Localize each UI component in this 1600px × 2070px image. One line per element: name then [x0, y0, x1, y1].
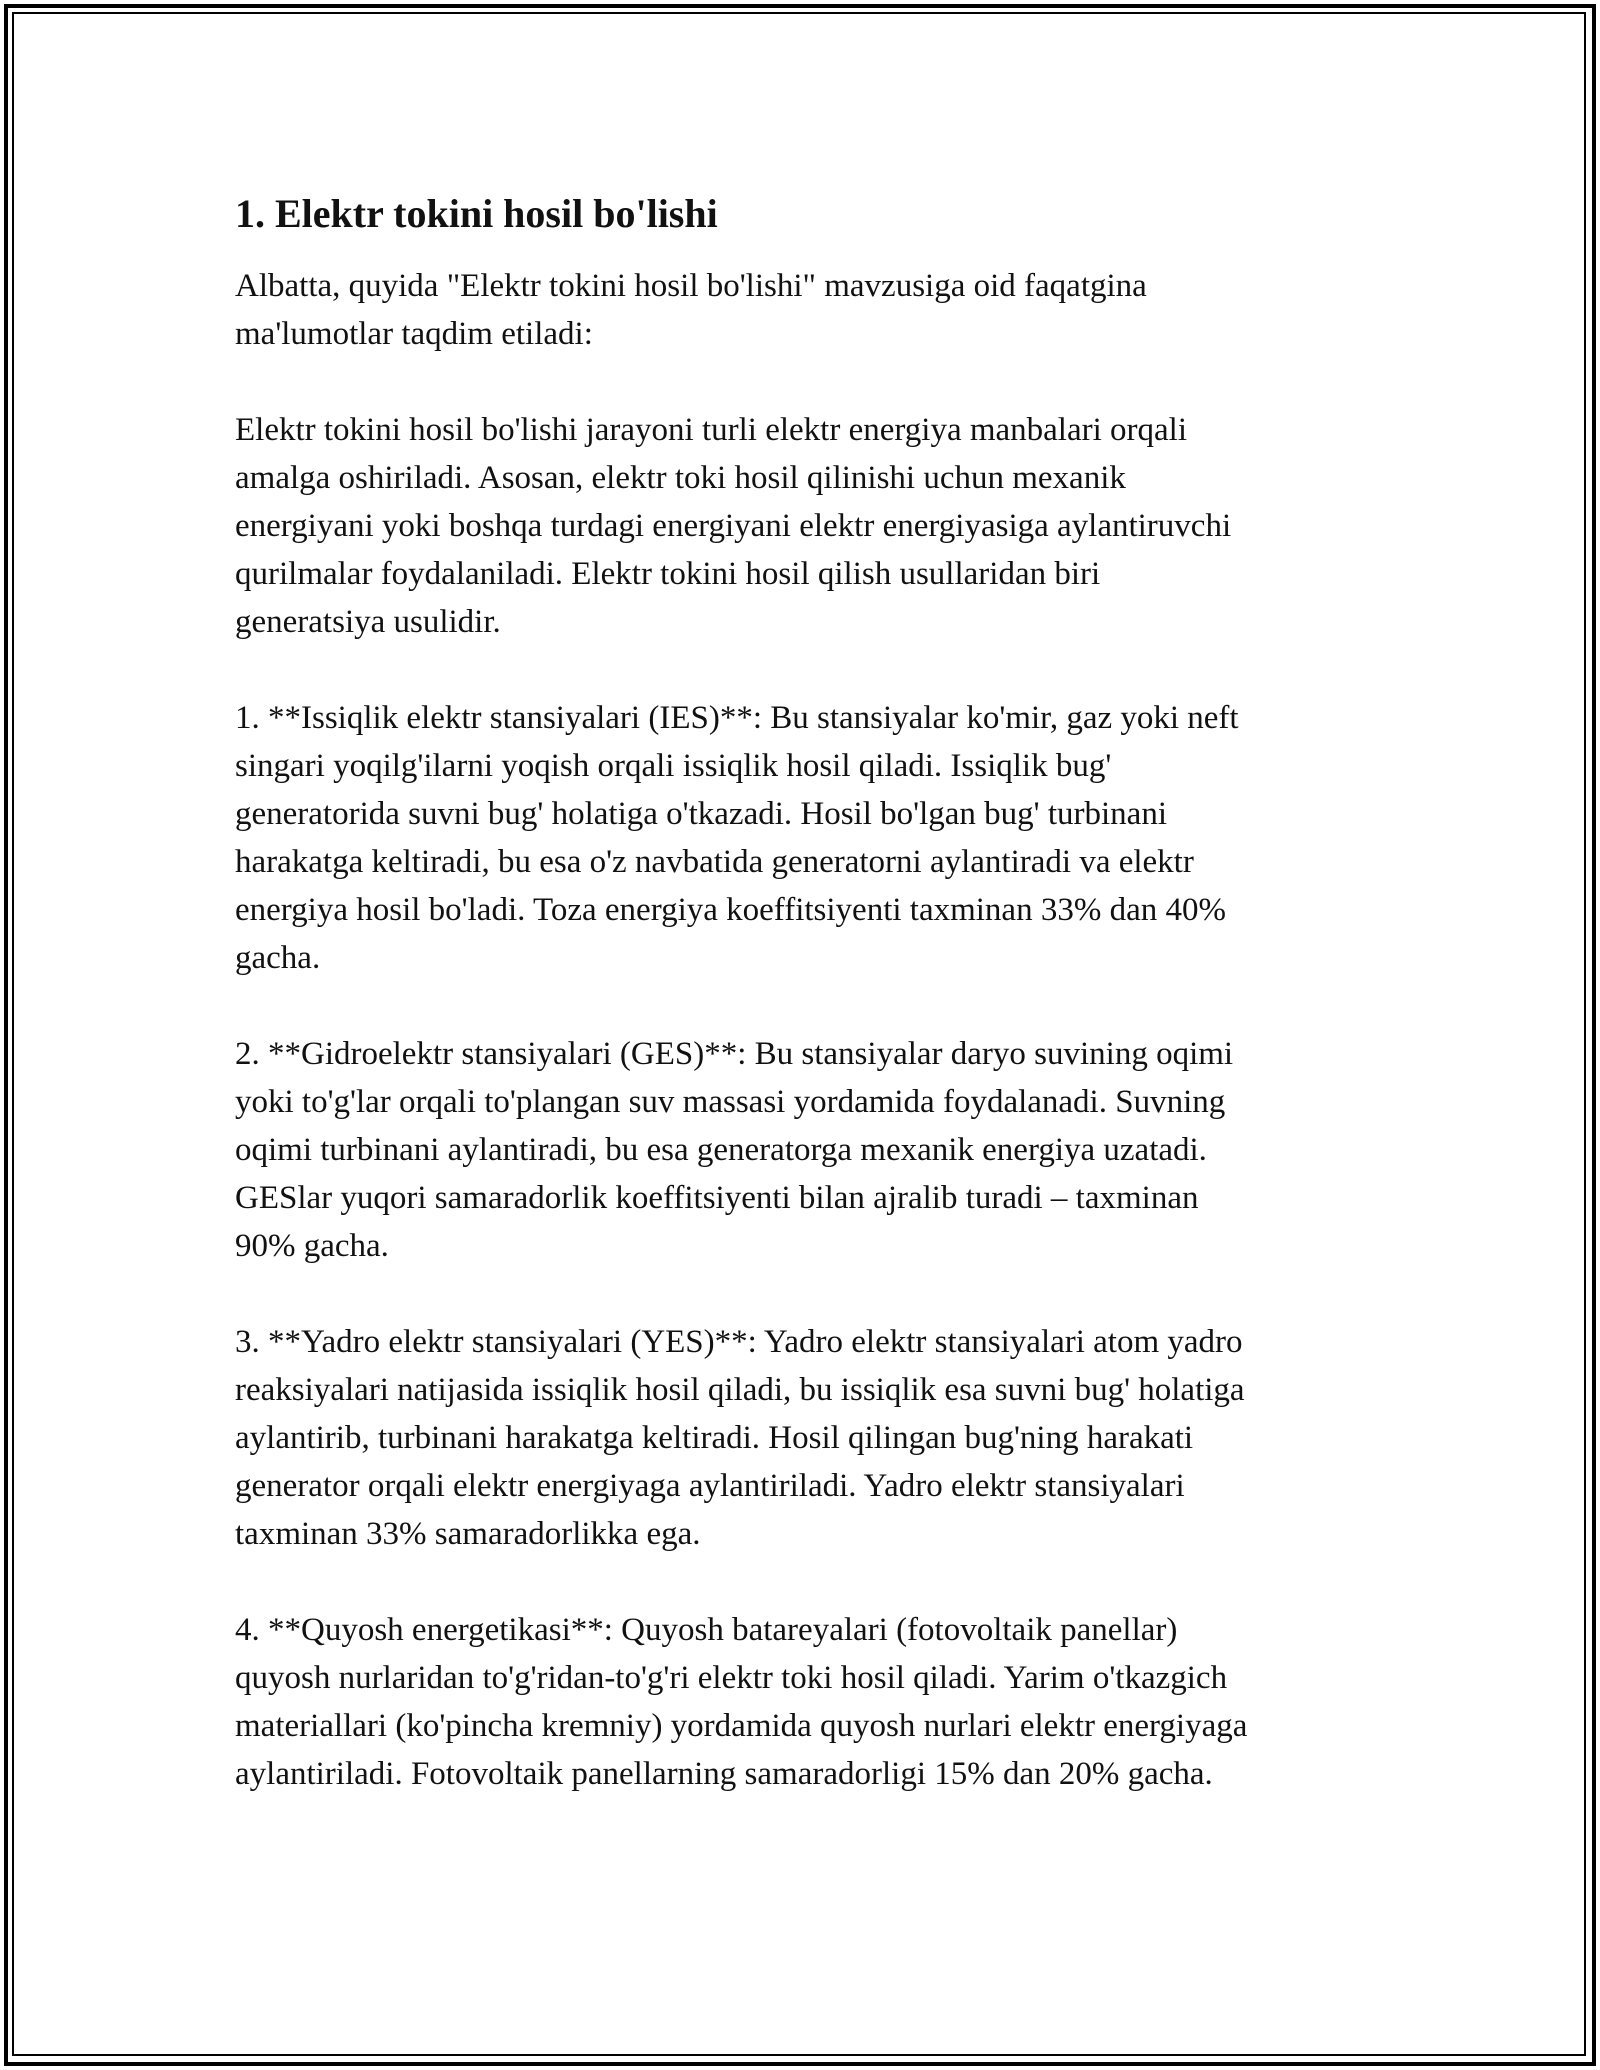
paragraph-ges [235, 1030, 1375, 1270]
text-line: generatsiya usulidir. [235, 604, 501, 640]
text-line: Albatta, quyida "Elektr tokini hosil bo'lishi" mavzusiga oid faqatgina [235, 268, 1147, 304]
text-line: quyosh nurlaridan to'g'ridan-to'g'ri elektr toki hosil qiladi. Yarim o'tkazgich [235, 1660, 1228, 1696]
paragraph-intro [235, 262, 1375, 358]
document-title: 1. Elektr tokini hosil bo'lishi [235, 191, 718, 236]
paragraph-overview [235, 406, 1375, 646]
text-line: taxminan 33% samaradorlikka ega. [235, 1516, 701, 1552]
text-line: oqimi turbinani aylantiradi, bu esa generatorga mexanik energiya uzatadi. [235, 1132, 1207, 1168]
text-line: 4. **Quyosh energetikasi**: Quyosh batareyalari (fotovoltaik panellar) [235, 1612, 1178, 1648]
text-line: amalga oshiriladi. Asosan, elektr toki hosil qilinishi uchun mexanik [235, 460, 1126, 496]
text-line: energiyani yoki boshqa turdagi energiyani elektr energiyasiga aylantiruvchi [235, 508, 1232, 544]
text-line: GESlar yuqori samaradorlik koeffitsiyenti bilan ajralib turadi – taxminan [235, 1180, 1199, 1216]
text-line: 3. **Yadro elektr stansiyalari (YES)**: Yadro elektr stansiyalari atom yadro [235, 1324, 1243, 1360]
paragraph-solar [235, 1606, 1375, 1798]
text-line: gacha. [235, 940, 321, 976]
text-line: Elektr tokini hosil bo'lishi jarayoni turli elektr energiya manbalari orqali [235, 412, 1188, 448]
text-line: aylantiriladi. Fotovoltaik panellarning samaradorligi 15% dan 20% gacha. [235, 1756, 1213, 1792]
text-line: harakatga keltiradi, bu esa o'z navbatida generatorni aylantiradi va elektr [235, 844, 1194, 880]
paragraph-yes [235, 1318, 1375, 1558]
text-line: materiallari (ko'pincha kremniy) yordamida quyosh nurlari elektr energiyaga [235, 1708, 1248, 1744]
text-line: 1. **Issiqlik elektr stansiyalari (IES)**: Bu stansiyalar ko'mir, gaz yoki neft [235, 700, 1239, 736]
text-line: 2. **Gidroelektr stansiyalari (GES)**: Bu stansiyalar daryo suvining oqimi [235, 1036, 1234, 1072]
text-line: ma'lumotlar taqdim etiladi: [235, 316, 593, 352]
text-line: qurilmalar foydalaniladi. Elektr tokini hosil qilish usullaridan biri [235, 556, 1101, 592]
text-line: aylantirib, turbinani harakatga keltiradi. Hosil qilingan bug'ning harakati [235, 1420, 1194, 1456]
text-line: energiya hosil bo'ladi. Toza energiya koeffitsiyenti taxminan 33% dan 40% [235, 892, 1226, 928]
paragraph-ies [235, 694, 1375, 982]
text-line: singari yoqilg'ilarni yoqish orqali issiqlik hosil qiladi. Issiqlik bug' [235, 748, 1112, 784]
text-line: 90% gacha. [235, 1228, 389, 1264]
document-body [235, 186, 1375, 1798]
text-line: reaksiyalari natijasida issiqlik hosil qiladi, bu issiqlik esa suvni bug' holatiga [235, 1372, 1245, 1408]
text-line: generator orqali elektr energiyaga aylantiriladi. Yadro elektr stansiyalari [235, 1468, 1185, 1504]
text-line: yoki to'g'lar orqali to'plangan suv massasi yordamida foydalanadi. Suvning [235, 1084, 1226, 1120]
text-line: generatorida suvni bug' holatiga o'tkazadi. Hosil bo'lgan bug' turbinani [235, 796, 1167, 832]
